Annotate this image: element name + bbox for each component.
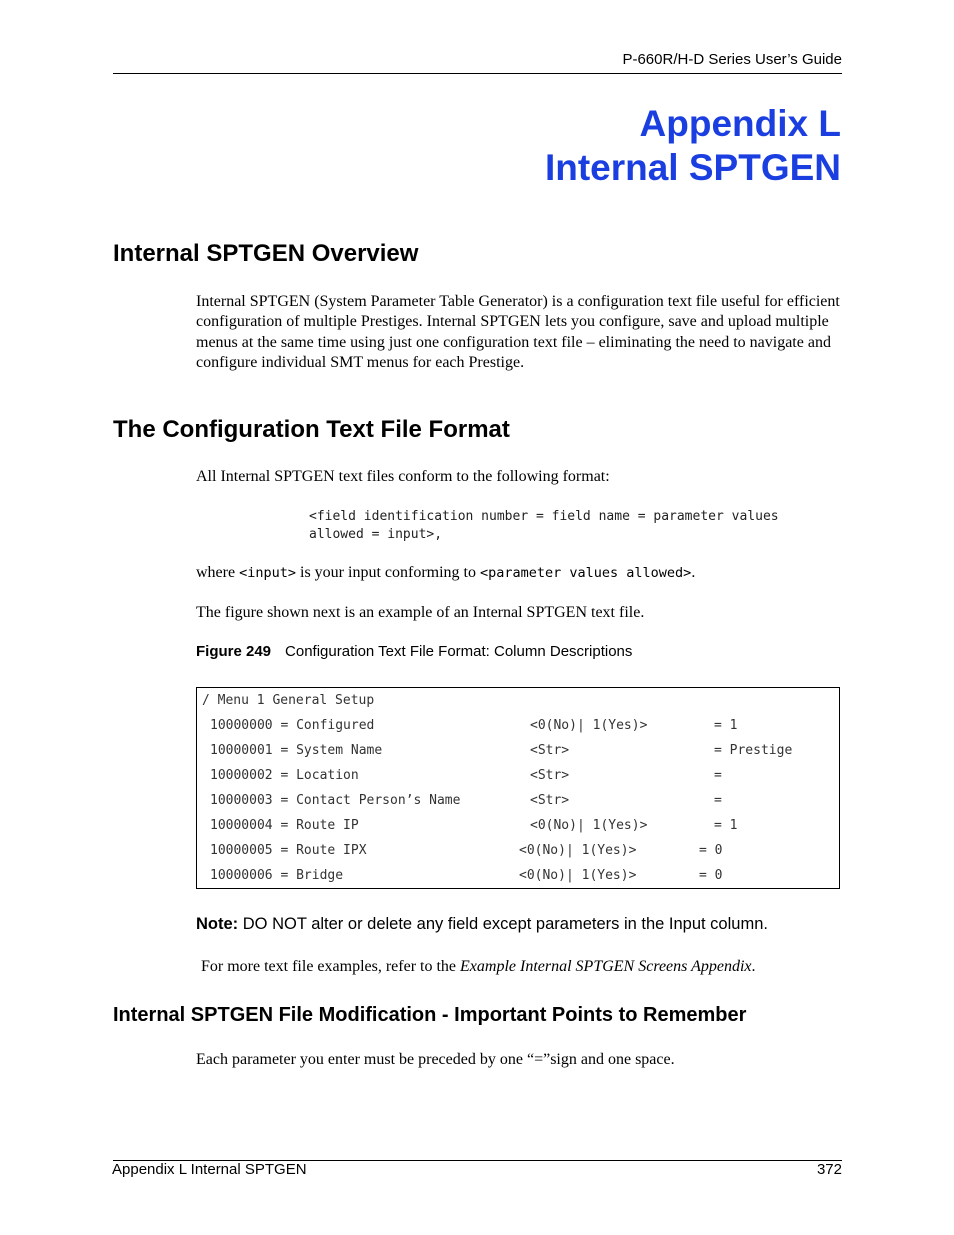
figure-row-id: 10000003 = Contact Person’s Name (210, 793, 461, 808)
figure-row-input: = 0 (699, 843, 723, 858)
note (196, 915, 768, 934)
figure-row-input: = 0 (699, 868, 723, 883)
page-number: 372 (816, 1161, 842, 1178)
figure-row-input: = 1 (714, 718, 738, 733)
reference-prefix: For more text file examples, refer to the (201, 958, 461, 975)
figure-caption (196, 643, 632, 660)
section-heading-format: The Configuration Text File Format (113, 416, 510, 443)
format-code-block (309, 508, 779, 543)
figure-row-values: <Str> (530, 743, 570, 758)
input-code: <input> (239, 565, 296, 581)
example-intro: The figure shown next is an example of an Internal SPTGEN text file. (196, 604, 645, 621)
where-suffix: . (691, 564, 696, 581)
figure-row-input: = (714, 768, 722, 783)
figure-row-id: 10000006 = Bridge (210, 868, 344, 883)
note-text: DO NOT alter or delete any field except parameters in the Input column. (238, 915, 768, 933)
chapter-title-line2: Internal SPTGEN (544, 147, 841, 188)
figure-label: Figure 249 (196, 643, 272, 660)
parameter-values-code: <parameter values allowed> (479, 565, 692, 581)
figure-row-values: <0(No)| 1(Yes)> (530, 718, 648, 733)
figure-row-id: 10000004 = Route IP (210, 818, 359, 833)
figure-row-id: 10000000 = Configured (210, 718, 375, 733)
figure-row-values: <Str> (530, 793, 570, 808)
figure-row-input: = (714, 793, 722, 808)
figure-row-id: 10000002 = Location (210, 768, 359, 783)
figure-row-id: 10000001 = System Name (210, 743, 383, 758)
figure-row-values: <0(No)| 1(Yes)> (530, 818, 648, 833)
chapter-title-line1: Appendix L (639, 103, 841, 144)
figure-row-input: = 1 (714, 818, 738, 833)
footer-chapter: Appendix L Internal SPTGEN (112, 1161, 307, 1178)
where-middle: is your input conforming to (296, 564, 480, 581)
section-heading-overview: Internal SPTGEN Overview (113, 240, 419, 267)
figure-row-values: <0(No)| 1(Yes)> (519, 868, 637, 883)
modification-paragraph: Each parameter you enter must be preceded by one “=”sign and one space. (196, 1051, 675, 1068)
overview-paragraph: Internal SPTGEN (System Parameter Table Generator) is a configuration text file useful for efficient configuration of multiple Prestiges. Internal SPTGEN lets you configure, save and upload multiple menus at the same time using just one configuration text file – eliminating the need to navigate and configure individual SMT menus for each Prestige. (196, 293, 840, 371)
format-intro: All Internal SPTGEN text files conform to the following format: (196, 468, 610, 485)
figure-box (196, 687, 840, 889)
header-divider (113, 73, 842, 74)
figure-row-input: = Prestige (714, 743, 793, 758)
reference-sentence (201, 957, 849, 977)
figure-row-values: <Str> (530, 768, 570, 783)
figure-caption-text: Configuration Text File Format: Column Descriptions (285, 643, 633, 660)
reference-link[interactable]: Example Internal SPTGEN Screens Appendix (460, 958, 752, 975)
reference-suffix: . (751, 958, 756, 975)
figure-row-values: <0(No)| 1(Yes)> (519, 843, 637, 858)
figure-title-line: / Menu 1 General Setup (202, 693, 375, 708)
note-label: Note: (196, 915, 239, 933)
where-sentence (196, 563, 844, 583)
figure-row-id: 10000005 = Route IPX (210, 843, 367, 858)
code-line: <field identification number = field name = parameter values (309, 509, 779, 524)
section-heading-modification: Internal SPTGEN File Modification - Important Points to Remember (113, 1004, 747, 1026)
code-line: allowed = input>, (309, 526, 443, 542)
where-prefix: where (196, 564, 240, 581)
running-header: P-660R/H-D Series User’s Guide (622, 51, 842, 68)
chapter-title (545, 102, 841, 190)
